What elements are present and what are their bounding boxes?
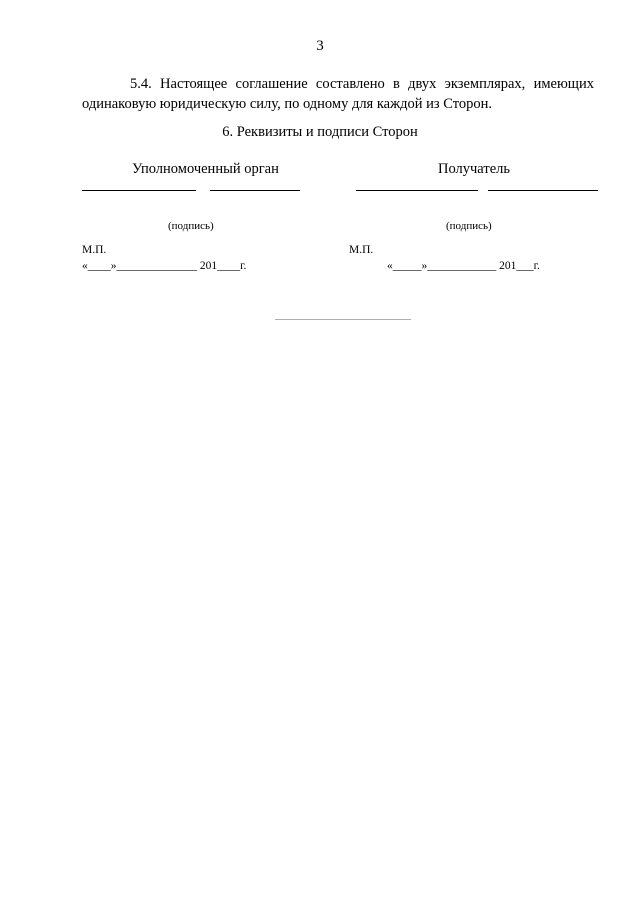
signature-caption-right: (подпись) xyxy=(446,220,492,232)
stamp-place-left: М.П. xyxy=(82,244,107,256)
signature-caption-left: (подпись) xyxy=(168,220,214,232)
page-number: 3 xyxy=(316,38,324,54)
date-line-left: «____»______________ 201____г. xyxy=(82,260,247,272)
signature-line-left xyxy=(82,190,196,191)
name-line-left xyxy=(210,190,300,191)
name-line-right xyxy=(488,190,598,191)
footer-divider xyxy=(275,319,411,320)
stamp-place-right: М.П. xyxy=(349,244,374,256)
clause-5-4-line-2: одинаковую юридическую силу, по одному для каждой из Сторон. xyxy=(82,96,493,112)
signature-line-right xyxy=(356,190,478,191)
date-line-right: «_____»____________ 201___г. xyxy=(387,260,540,272)
clause-5-4-line-1: 5.4. Настоящее соглашение составлено в двух экземплярах, имеющих xyxy=(130,76,594,92)
party-authorized-body: Уполномоченный орган xyxy=(132,161,279,177)
party-recipient: Получатель xyxy=(438,161,510,177)
section-title: 6. Реквизиты и подписи Сторон xyxy=(222,124,418,140)
